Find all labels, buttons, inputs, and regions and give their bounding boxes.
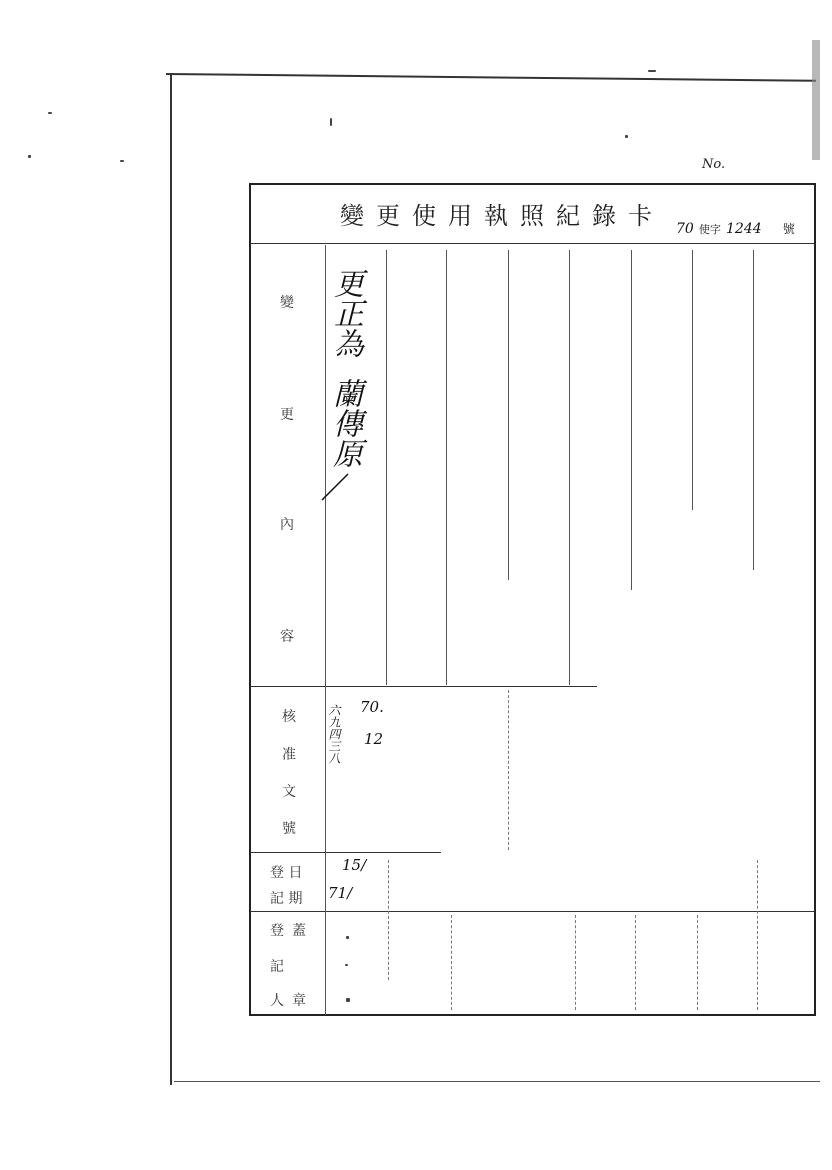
registration-year: 71/: [328, 884, 353, 902]
seal-label-1: 登: [270, 923, 284, 939]
approval-label-1: 核: [282, 709, 296, 725]
license-suffix: 號: [782, 222, 795, 236]
grid-dash: [635, 915, 636, 1010]
seal-label-4: 人: [270, 993, 284, 1009]
seal-label-2: 蓋: [292, 923, 306, 939]
grid-dash: [508, 690, 509, 850]
change-label-2: 更: [280, 407, 294, 423]
grid-line: [508, 250, 509, 580]
grid-dash: [575, 915, 576, 1010]
scan-speck: [48, 112, 52, 114]
reg-date-label-4: 期: [288, 891, 303, 907]
reg-date-label-1: 登: [270, 865, 284, 881]
grid-line: [446, 250, 447, 685]
seal-label-5: 章: [292, 993, 306, 1009]
scan-speck: [28, 155, 31, 158]
approval-month: 12: [364, 730, 384, 748]
grid-line: [386, 250, 387, 685]
change-label-1: 變: [280, 295, 294, 311]
approval-label-2: 准: [282, 747, 296, 763]
scan-speck: [330, 118, 332, 126]
grid-dash: [451, 915, 452, 1010]
seal-mark: [345, 964, 348, 966]
card-title: 變更使用執照紀錄卡: [340, 202, 664, 230]
grid-dash: [757, 860, 758, 1010]
grid-dash: [388, 860, 389, 980]
license-word: 使字: [698, 223, 721, 236]
grid-line: [631, 250, 632, 590]
sheet-top-edge: [166, 73, 816, 82]
grid-line: [569, 250, 570, 685]
seal-mark: [346, 998, 350, 1002]
approval-label-3: 文: [282, 784, 296, 800]
content-divider: [251, 686, 597, 687]
handwritten-change-col2: 蘭傳原: [327, 378, 362, 468]
sheet-bottom-edge: [174, 1081, 820, 1082]
handwritten-change-col1: 更正為: [328, 268, 363, 358]
sheet-left-edge: [170, 75, 172, 1085]
license-number: 1244: [726, 221, 762, 237]
number-mark: No.: [702, 157, 726, 172]
seal-label-3: 記: [270, 959, 284, 975]
grid-dash: [697, 915, 698, 1010]
date-divider: [251, 911, 814, 912]
grid-line: [753, 250, 754, 570]
license-prefix: 70: [676, 221, 694, 237]
handwritten-stroke: [318, 470, 358, 510]
registrant-seal-labels: [270, 920, 320, 1010]
sheet-right-shadow: [812, 40, 820, 160]
reg-date-label-3: 記: [270, 891, 284, 907]
scan-speck: [120, 160, 124, 162]
change-label-3: 內: [280, 517, 294, 533]
approval-divider: [251, 852, 441, 853]
license-number-field: [676, 218, 795, 237]
registration-day: 15/: [342, 856, 367, 874]
scan-speck: [648, 70, 656, 72]
grid-line: [692, 250, 693, 510]
seal-mark: [346, 936, 349, 939]
approval-year: 70.: [360, 698, 384, 716]
reg-date-label-2: 日: [288, 865, 303, 881]
registration-date-labels: [270, 860, 302, 912]
label-column-line: [325, 245, 326, 1015]
change-label-4: 容: [280, 629, 294, 645]
approval-doc-number: 六九四三八: [327, 704, 341, 764]
scan-speck: [625, 135, 628, 138]
title-divider: [251, 243, 814, 244]
approval-label-4: 號: [282, 821, 296, 837]
